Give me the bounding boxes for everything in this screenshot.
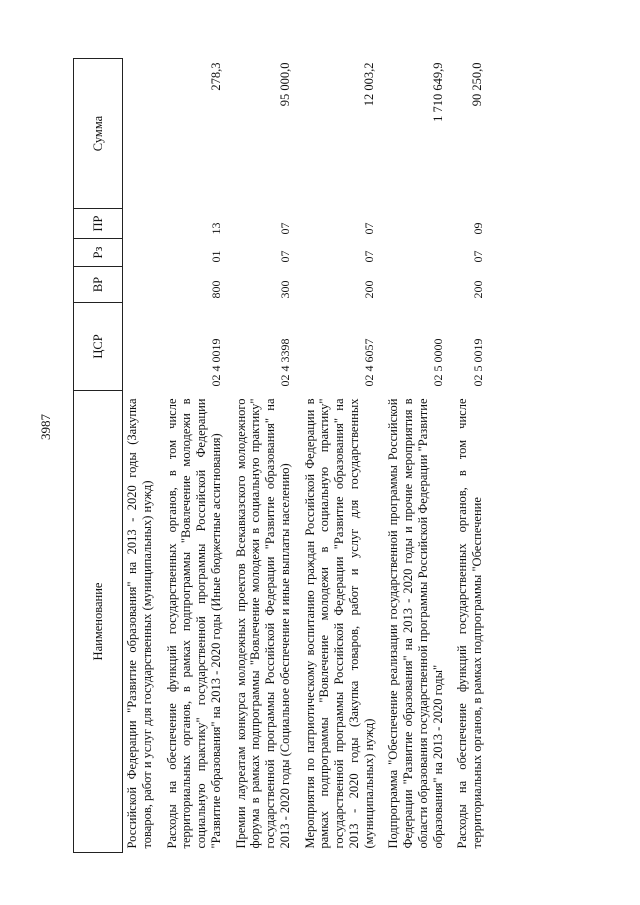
row-pr: 13 (209, 222, 224, 235)
row-vr: 200 (362, 280, 377, 299)
row-rz: 01 (209, 250, 224, 263)
page-number: 3987 (38, 414, 53, 440)
table-row (123, 59, 159, 853)
row-csr (123, 303, 159, 391)
row-rz: 07 (278, 250, 293, 263)
header-pr: ПР (74, 209, 123, 239)
row-csr: 02 4 3398 (278, 338, 293, 387)
row-name: Российской Федерации "Развитие образования" на 2013 - 2020 годы (Закупка товаров, работ и услуг для государственных (муниципальных) нужд) (125, 398, 154, 849)
table-row (297, 59, 381, 853)
table-row (159, 59, 228, 853)
header-sum: Сумма (74, 59, 123, 209)
row-sum: 90 250,0 (470, 62, 484, 107)
row-name: Расходы на обеспечение функций государственных органов, в том числе территориальных органов, в рамках подпрограммы "Вовлечение молодежи в социальную практику" государственной программы Российской Федерации "Развитие образования" на 2013 - 2020 годы (Иные бюджетные ассигнования) (164, 398, 223, 849)
row-pr: 09 (470, 222, 485, 235)
row-vr: 300 (278, 280, 293, 299)
row-vr: 200 (470, 280, 485, 299)
row-name: Мероприятия по патриотическому воспитанию граждан Российской Федерации в рамках подпрограммы "Вовлечение молодежи в социальную практику" государственной программы Российской Федерации "Развитие образования" на 2013 - 2020 годы (Закупка товаров, работ и услуг для государственных (муниципальных) нужд) (302, 398, 376, 849)
budget-table (73, 58, 489, 853)
row-name: Подпрограмма "Обеспечение реализации государственной программы Российской Федерации "Развитие образования" на 2013 - 2020 годы и прочие мероприятия в области образования государственной программы Российской Федерации "Развитие образования" на 2013 - 2020 годы" (386, 398, 445, 849)
header-vr: ВР (74, 267, 123, 303)
row-vr (123, 267, 159, 303)
row-sum: 12 003,2 (361, 62, 376, 107)
row-sum (123, 59, 159, 209)
header-csr: ЦСР (74, 303, 123, 391)
row-csr: 02 4 0019 (209, 338, 224, 387)
row-vr: 800 (209, 280, 224, 299)
row-pr: 07 (362, 222, 377, 235)
row-sum: 1 710 649,9 (430, 62, 445, 122)
row-csr: 02 4 6057 (362, 338, 377, 387)
table-row (449, 59, 489, 853)
header-rz: Рз (74, 239, 123, 267)
row-name: Расходы на обеспечение функций государственных органов, в том числе территориальных органов, в рамках подпрограммы "Обеспечение (455, 398, 484, 849)
row-sum: 278,3 (208, 62, 223, 91)
table-row (228, 59, 297, 853)
header-name: Наименование (74, 391, 123, 853)
table-row (380, 59, 449, 853)
row-vr (380, 267, 449, 303)
row-pr (380, 209, 449, 239)
row-rz: 07 (362, 250, 377, 263)
row-sum: 95 000,0 (277, 62, 292, 107)
table-header-row (74, 59, 123, 853)
row-rz: 07 (470, 250, 485, 263)
row-rz (123, 239, 159, 267)
rotated-table-container (73, 59, 603, 853)
row-csr: 02 5 0000 (431, 338, 446, 387)
row-rz (380, 239, 449, 267)
row-csr: 02 5 0019 (470, 338, 485, 387)
row-name: Премии лауреатам конкурса молодежных проектов Всекавказского молодежного форума в рамках подпрограммы "Вовлечение молодежи в социальную практику" государственной программы Российской Федерации "Развитие образования" на 2013 - 2020 годы (Социальное обеспечение и иные выплаты населению) (233, 398, 292, 849)
row-pr: 07 (278, 222, 293, 235)
row-pr (123, 209, 159, 239)
